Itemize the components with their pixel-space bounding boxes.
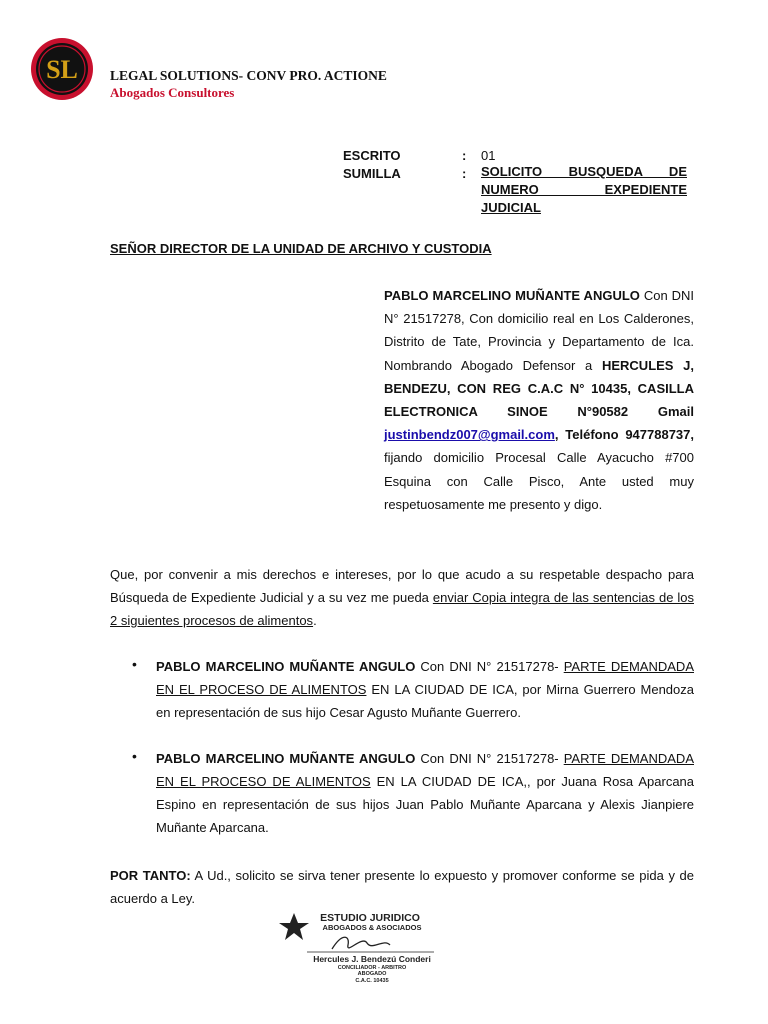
stamp-line-1: ESTUDIO JURIDICO (320, 912, 420, 924)
stamp-line-3: Hercules J. Bendezú Conderi (313, 954, 431, 964)
addressee-heading: SEÑOR DIRECTOR DE LA UNIDAD DE ARCHIVO Y CUSTODIA (110, 241, 492, 256)
stamp-line-4: CONCILIADOR - ARBITRO (337, 965, 407, 971)
closing-text: A Ud., solicito se sirva tener presente lo expuesto y promover conforme se pida y de acuerdo a Ley. (110, 868, 695, 906)
intro-phone: , Teléfono 947788737, (554, 427, 694, 443)
list-item (156, 747, 694, 839)
email-link[interactable]: justinbendz007@gmail.com (384, 427, 555, 443)
list-item (156, 655, 694, 724)
bullet-text-1: Con DNI N° 21517278- (415, 659, 564, 674)
sumilla-colon: : (462, 166, 467, 181)
bullet-underlined: PARTE DEMANDADA EN EL PROCESO DE ALIMENTOS (156, 659, 694, 697)
stamp-line-2: ABOGADOS & ASOCIADOS (322, 923, 422, 932)
escrito-value: 01 (481, 148, 496, 163)
firm-name: LEGAL SOLUTIONS- CONV PRO. ACTIONE (110, 68, 387, 83)
bullet-text-1: Con DNI N° 21517278- (415, 751, 564, 766)
firm-logo (30, 37, 94, 101)
signature (332, 937, 390, 949)
intro-paragraph (384, 284, 694, 516)
bullet-marker: • (132, 656, 137, 672)
intro-name: PABLO MARCELINO MUÑANTE ANGULO (384, 288, 640, 303)
request-underlined: enviar Copia integra de las sentencias de los 2 siguientes procesos de alimentos (110, 590, 694, 628)
closing-paragraph (110, 864, 694, 910)
bullet-text-2: EN LA CIUDAD DE ICA,, por Juana Rosa Aparcana Espino en representación de sus hijos Juan Pablo Muñante Aparcana y Alexis Jianpiere Muñante Aparcana. (156, 774, 695, 835)
sumilla-value: SOLICITO BUSQUEDA DE NUMERO EXPEDIENTE JUDICIAL (481, 164, 687, 215)
closing-label: POR TANTO: (110, 868, 191, 883)
escrito-colon: : (462, 148, 467, 163)
intro-text-2: fijando domicilio Procesal Calle Ayacucho #700 Esquina con Calle Pisco, Ante usted muy respetuosamente me presento y digo. (384, 450, 694, 512)
intro-text-1: Con DNI N° 21517278, Con domicilio real en Los Calderones, Distrito de Tate, Provincia y Departamento de Ica. Nombrando Abogado Defensor a (384, 288, 694, 373)
bullet-name: PABLO MARCELINO MUÑANTE ANGULO (156, 659, 416, 674)
sumilla-label: SUMILLA (343, 166, 401, 181)
request-paragraph (110, 563, 694, 632)
logo-letters: SL (46, 55, 78, 84)
stamp-line-6: C.A.C. 10435 (355, 978, 389, 984)
bullet-text-2: EN LA CIUDAD DE ICA, por Mirna Guerrero Mendoza en representación de sus hijo Cesar Agusto Muñante Guerrero. (156, 682, 694, 720)
law-firm-stamp (272, 905, 452, 985)
stamp-line-5: ABOGADO (357, 971, 387, 977)
firm-subtitle: Abogados Consultores (110, 85, 235, 100)
bullet-marker: • (132, 748, 137, 764)
bullet-underlined: PARTE DEMANDADA EN EL PROCESO DE ALIMENTOS (156, 751, 694, 789)
star-icon (279, 913, 309, 940)
escrito-label: ESCRITO (343, 148, 401, 163)
request-text-1: Que, por convenir a mis derechos e intereses, por lo que acudo a su respetable despacho para Búsqueda de Expediente Judicial y a su vez me pueda (110, 567, 694, 605)
request-text-2: . (313, 613, 317, 628)
bullet-name: PABLO MARCELINO MUÑANTE ANGULO (156, 751, 416, 766)
intro-lawyer: HERCULES J, BENDEZU, CON REG C.A.C N° 10435, CASILLA ELECTRONICA SINOE N°90582 Gmail (384, 357, 694, 420)
